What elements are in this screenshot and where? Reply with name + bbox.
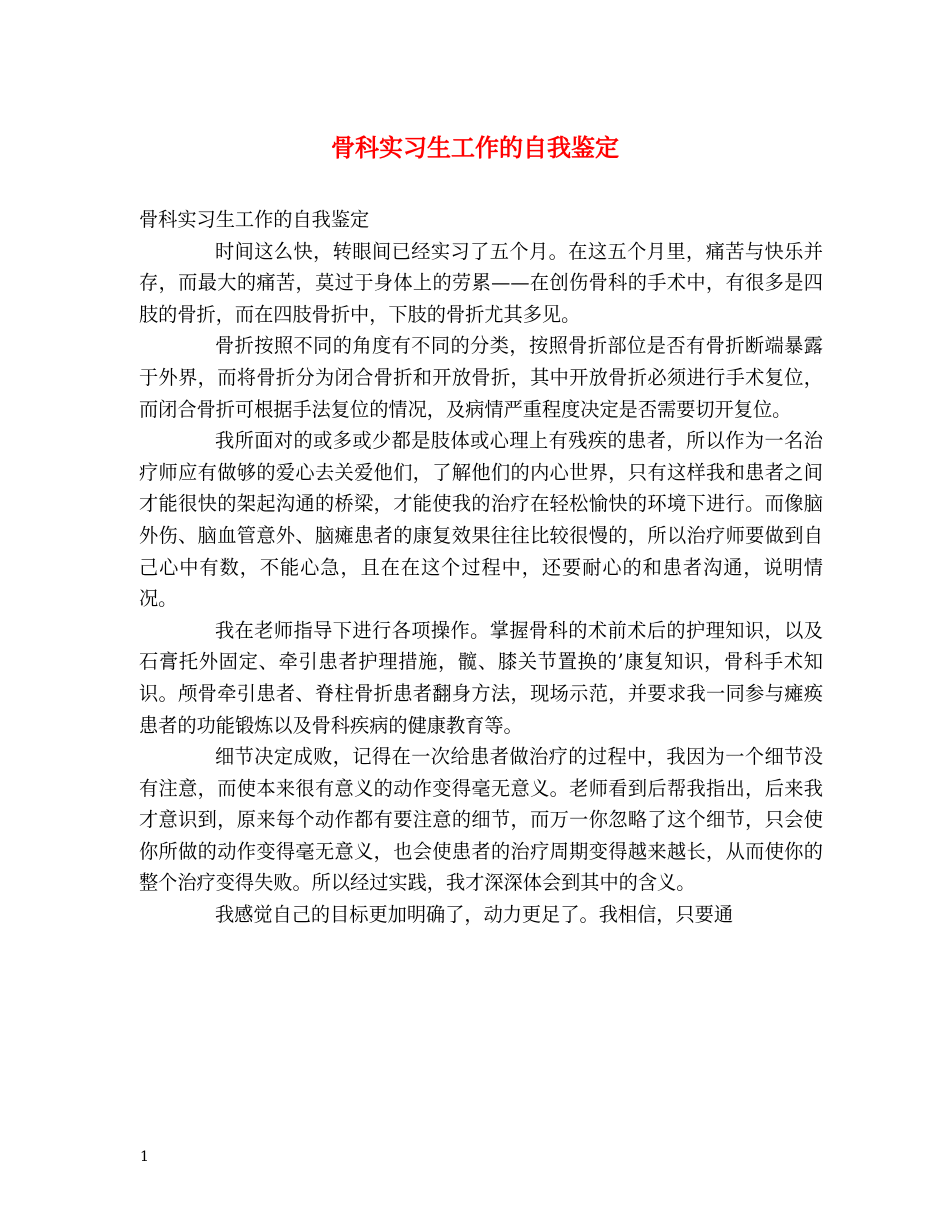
paragraph-5: 细节决定成败，记得在一次给患者做治疗的过程中，我因为一个细节没有注意，而使本来很有意义的动作变得毫无意义。老师看到后帮我指出，后来我才意识到，原来每个动作都有要注意的细节，而万一你忽略了这个细节，只会使你所做的动作变得毫无意义，也会使患者的治疗周期变得越来越长，从而使你的整个治疗变得失败。所以经过实践，我才深深体会到其中的含义。 [139, 745, 823, 895]
paragraph-1: 时间这么快，转眼间已经实习了五个月。在这五个月里，痛苦与快乐并存，而最大的痛苦，莫过于身体上的劳累——在创伤骨科的手术中，有很多是四肢的骨折，而在四肢骨折中，下肢的骨折尤其多见。 [139, 239, 823, 326]
paragraph-4: 我在老师指导下进行各项操作。掌握骨科的术前术后的护理知识，以及石膏托外固定、牵引患者护理措施，髋、膝关节置换的’康复知识，骨科手术知识。颅骨牵引患者、脊柱骨折患者翻身方法，现场示范，并要求我一同参与瘫痪患者的功能锻炼以及骨科疾病的健康教育等。 [139, 618, 823, 737]
document-subtitle: 骨科实习生工作的自我鉴定 [139, 208, 370, 231]
page-number: 1 [140, 1149, 149, 1165]
document-title: 骨科实习生工作的自我鉴定 [331, 133, 619, 162]
paragraph-2: 骨折按照不同的角度有不同的分类，按照骨折部位是否有骨折断端暴露于外界，而将骨折分为闭合骨折和开放骨折，其中开放骨折必须进行手术复位，而闭合骨折可根据手法复位的情况，及病情严重程度决定是否需要切开复位。 [139, 334, 823, 421]
paragraph-3: 我所面对的或多或少都是肢体或心理上有残疾的患者，所以作为一名治疗师应有做够的爱心去关爱他们，了解他们的内心世界，只有这样我和患者之间才能很快的架起沟通的桥梁，才能使我的治疗在轻松愉快的环境下进行。而像脑外伤、脑血管意外、脑瘫患者的康复效果往往比较很慢的，所以治疗师要做到自己心中有数，不能心急，且在在这个过程中，还要耐心的和患者沟通，说明情况。 [139, 429, 823, 611]
document-body [139, 204, 823, 931]
paragraph-6: 我感觉自己的目标更加明确了，动力更足了。我相信，只要通 [215, 903, 734, 927]
